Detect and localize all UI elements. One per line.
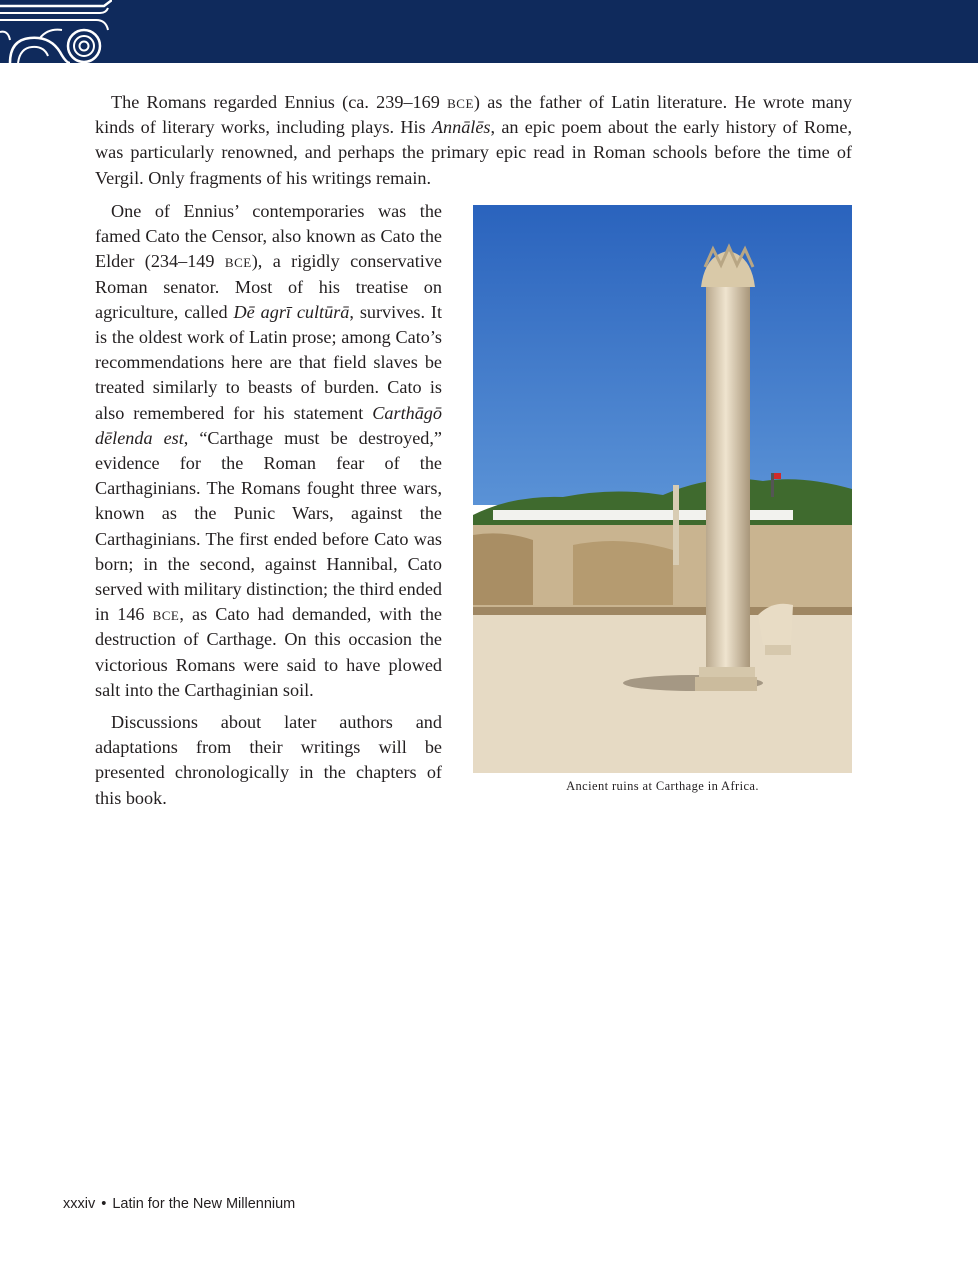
- photo-caption: Ancient ruins at Carthage in Africa.: [566, 779, 759, 793]
- footer-separator: •: [101, 1196, 107, 1212]
- header-band: [0, 0, 978, 63]
- cato-quote: Carthāgō dēlenda est: [95, 402, 442, 448]
- page-footer: [63, 1196, 295, 1212]
- work-title-de-agri-cultura: Dē agrī cultūrā: [233, 301, 350, 322]
- carthage-ruins-photo: [473, 205, 852, 773]
- book-title: Latin for the New Millennium: [112, 1196, 296, 1212]
- page-number: xxxiv: [63, 1196, 96, 1212]
- body-column: [95, 199, 442, 818]
- intro-paragraph: The Romans regarded Ennius (ca. 239–169 bce) as the father of Latin literature. He wrote many kinds of literary works, including plays. His Annālēs, an epic poem about the early history of Rome, was particularly renowned, and perhaps the primary epic read in Roman schools before the time of Vergil. Only fragments of his writings remain.: [95, 92, 852, 188]
- work-title-annales: Annālēs: [431, 117, 491, 138]
- ionic-capital-icon: [0, 0, 112, 63]
- cato-paragraph: One of Ennius’ contemporaries was the famed Cato the Censor, also known as Cato the Elder (234–149 bce), a rigidly conservative Roman senator. Most of his treatise on agriculture, called Dē agrī cultūrā, survives. It is the oldest work of Latin prose; among Cato’s recommendations here are that field slaves be treated similarly to beasts of burden. Cato is also remembered for his statement Carthāgō dēlenda est, “Carthage must be destroyed,” evidence for the Roman fear of the Carthaginians. The Romans fought three wars, known as the Punic Wars, against the Carthaginians. The first ended before Cato was born; in the second, against Hannibal, Cato served with military distinction; the third ended in 146 bce, as Cato had demanded, with the destruction of Carthage. On this occasion the victorious Romans were said to have plowed salt into the Carthaginian soil.: [95, 201, 442, 700]
- later-authors-paragraph: Discussions about later authors and adaptations from their writings will be presented chronologically in the chapters of this book.: [95, 712, 442, 808]
